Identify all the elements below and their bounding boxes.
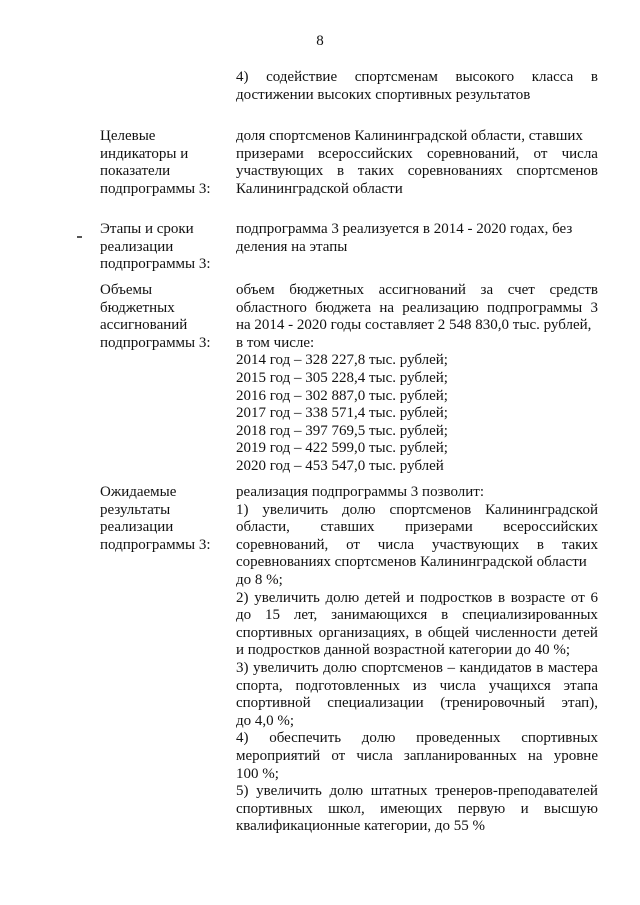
word: возрасте (510, 589, 566, 606)
word: от (570, 589, 585, 606)
word: спортсменов (389, 501, 472, 518)
budget-year-line: 2016 год – 302 887,0 тыс. рублей; (236, 387, 448, 404)
word: таких (561, 536, 598, 553)
results-text (236, 484, 598, 836)
text-line: подпрограммы 3: (100, 180, 211, 197)
word: до (236, 607, 252, 624)
word: детей (562, 624, 598, 641)
word: призерами (405, 519, 473, 536)
word: – (447, 659, 455, 676)
word: кандидатов (459, 659, 532, 676)
word: в (441, 607, 449, 624)
word: бюджета (315, 299, 372, 316)
word: мастера (547, 659, 598, 676)
text-line: достижении высоких спортивных результатов (236, 86, 531, 103)
text-line: Ожидаемые (100, 484, 177, 500)
intro-text (236, 69, 598, 104)
budget-year-line: 2015 год – 305 228,4 тыс. рублей; (236, 369, 448, 386)
text-line: Объемы (100, 282, 153, 298)
text-line: до 8 %; (236, 571, 283, 588)
justified-line (236, 282, 598, 300)
justified-line (236, 537, 598, 555)
justified-line (236, 748, 598, 766)
justified-line (236, 300, 598, 318)
word: числа (439, 677, 476, 694)
justified-line (236, 625, 598, 643)
justified-line (236, 607, 598, 625)
word: специализации (327, 695, 424, 712)
word: в (536, 659, 544, 676)
word: общей (427, 624, 470, 641)
word: 3) (236, 659, 249, 676)
budget-year-line: 2014 год – 328 227,8 тыс. рублей; (236, 352, 448, 369)
word: класса (531, 69, 574, 85)
word: обеспечить (269, 730, 342, 747)
word: увеличить (253, 659, 319, 676)
word: бюджетных (289, 282, 364, 298)
word: первую (457, 800, 506, 817)
word: соревнований, (426, 145, 520, 162)
word: спорта, (236, 677, 283, 694)
word: специализированных (462, 607, 598, 624)
word: детей (364, 589, 401, 606)
text-line: реализации (100, 519, 174, 536)
word: долю (323, 659, 357, 676)
word: всероссийских (318, 145, 413, 162)
word: увеличить (254, 589, 320, 606)
word: учащихся (488, 677, 551, 694)
word: объем (236, 282, 275, 298)
word: за (480, 282, 494, 298)
budget-year-line: 2019 год – 422 599,0 тыс. рублей; (236, 440, 448, 457)
word: областного (236, 299, 307, 316)
word: долю (341, 501, 376, 518)
text-line: на 2014 - 2020 годы составляет 2 548 830,0 тыс. рублей, (236, 317, 592, 334)
text-line: до 4,0 %; (236, 712, 295, 729)
word: тренеров-преподавателей (435, 783, 598, 800)
budget-year-line: 2017 год – 338 571,4 тыс. рублей; (236, 405, 448, 422)
result-item-1 (236, 502, 598, 520)
text-line: показатели (100, 163, 171, 180)
word: высокого (455, 69, 515, 85)
word: 5) (236, 783, 249, 800)
text-line: доля спортсменов Калининградской области, ставших (236, 128, 583, 144)
text-line: подпрограммы 3: (100, 334, 211, 351)
word: (тренировочный (440, 695, 545, 712)
word: этап), (561, 695, 598, 712)
justified-line (236, 678, 598, 696)
word: от (533, 145, 548, 162)
page-number: 8 (316, 33, 324, 49)
word: реализацию (402, 299, 479, 316)
word: участвующих (236, 163, 324, 180)
justified-line (236, 146, 598, 164)
word: счет (507, 282, 535, 298)
word: участвующих (431, 536, 520, 553)
word: числа (356, 747, 393, 764)
word: 15 (265, 607, 281, 624)
word: соревнованиях (407, 163, 503, 180)
word: спортсменов (516, 163, 598, 180)
word: штатных (370, 783, 428, 800)
text-line: результаты (100, 501, 171, 518)
word: 1) (236, 501, 249, 518)
word: спортивных (236, 624, 313, 641)
word: в (336, 163, 345, 180)
word: подготовленных (295, 677, 400, 694)
budget-text (236, 282, 598, 476)
word: в (590, 69, 598, 85)
justified-line (236, 801, 598, 819)
word: имеющих (380, 800, 443, 817)
word: спортивной (236, 695, 311, 712)
justified-line (236, 163, 598, 181)
word: числа (561, 145, 598, 162)
word: призерами (236, 145, 304, 162)
result-item-2 (236, 590, 598, 608)
word: на (379, 299, 395, 316)
text-line: деления на этапы (236, 238, 348, 255)
stages-label (100, 221, 228, 274)
word: спортсменов (361, 659, 443, 676)
word: увеличить (256, 783, 322, 800)
text-line: 100 %; (236, 765, 279, 782)
scan-mark (77, 236, 82, 238)
word: Калининградской (485, 501, 598, 518)
word: 4) (236, 69, 249, 85)
result-item-3 (236, 660, 598, 678)
budget-label (100, 282, 228, 352)
word: подпрограммы (487, 299, 583, 316)
word: в (415, 624, 423, 641)
word: этапа (563, 677, 598, 694)
word: спортивных (236, 800, 313, 817)
text-line: в том числе: (236, 334, 315, 351)
budget-year-line: 2020 год – 453 547,0 тыс. рублей (236, 457, 444, 474)
text-line: Целевые (100, 128, 156, 144)
result-item-4 (236, 730, 598, 748)
text-line: квалификационные категории, до 55 % (236, 818, 486, 835)
word: средств (549, 282, 598, 298)
indicators-text (236, 128, 598, 198)
text-line: подпрограммы 3: (100, 536, 211, 553)
word: мероприятий (236, 747, 321, 764)
word: 3 (590, 299, 598, 316)
text-line: соревнованиях спортсменов Калининградской области (236, 554, 587, 571)
word: содействие (266, 69, 338, 85)
word: спортсменам (354, 69, 438, 85)
word: числа (377, 536, 415, 553)
text-line: и подростков данной возрастной категории до 40 %; (236, 642, 571, 659)
word: проведенных (416, 730, 501, 747)
word: всероссийских (503, 519, 598, 536)
result-item-5 (236, 783, 598, 801)
indicators-label (100, 128, 228, 198)
text-line: Этапы и сроки (100, 221, 194, 237)
word: таких (357, 163, 394, 180)
justified-line (236, 695, 598, 713)
word: лет, (293, 607, 318, 624)
word: уровне (553, 747, 598, 764)
text-line: Калининградской области (236, 180, 403, 197)
text-line: подпрограмма 3 реализуется в 2014 - 2020 годах, без (236, 221, 573, 237)
word: на (527, 747, 543, 764)
justified-line (236, 69, 598, 87)
word: увеличить (262, 501, 329, 518)
word: в (497, 589, 506, 606)
word: и (406, 589, 415, 606)
word: области, (236, 519, 290, 536)
word: организациях, (318, 624, 410, 641)
word: школ, (328, 800, 365, 817)
text-line: реализация подпрограммы 3 позволит: (236, 484, 485, 500)
word: долю (329, 783, 364, 800)
word: долю (325, 589, 360, 606)
text-line: ассигнований (100, 317, 188, 334)
word: ассигнований (378, 282, 466, 298)
text-line: бюджетных (100, 299, 175, 316)
word: численности (475, 624, 557, 641)
stages-text (236, 221, 598, 256)
word: из (412, 677, 427, 694)
results-label (100, 484, 228, 554)
word: соревнований, (236, 536, 329, 553)
word: 2) (236, 589, 249, 606)
word: ставших (320, 519, 375, 536)
word: 6 (590, 589, 598, 606)
word: долю (361, 730, 396, 747)
justified-line (236, 519, 598, 537)
word: в (536, 536, 544, 553)
text-line: подпрограммы 3: (100, 256, 211, 273)
word: высшую (543, 800, 598, 817)
word: занимающихся (331, 607, 428, 624)
word: спортивных (521, 730, 598, 747)
word: и (520, 800, 529, 817)
word: от (331, 747, 346, 764)
word: 4) (236, 730, 249, 747)
text-line: реализации (100, 238, 174, 255)
budget-year-line: 2018 год – 397 769,5 тыс. рублей; (236, 422, 448, 439)
word: запланированных (403, 747, 517, 764)
word: от (346, 536, 360, 553)
word: подростков (419, 589, 493, 606)
text-line: индикаторы и (100, 145, 189, 162)
